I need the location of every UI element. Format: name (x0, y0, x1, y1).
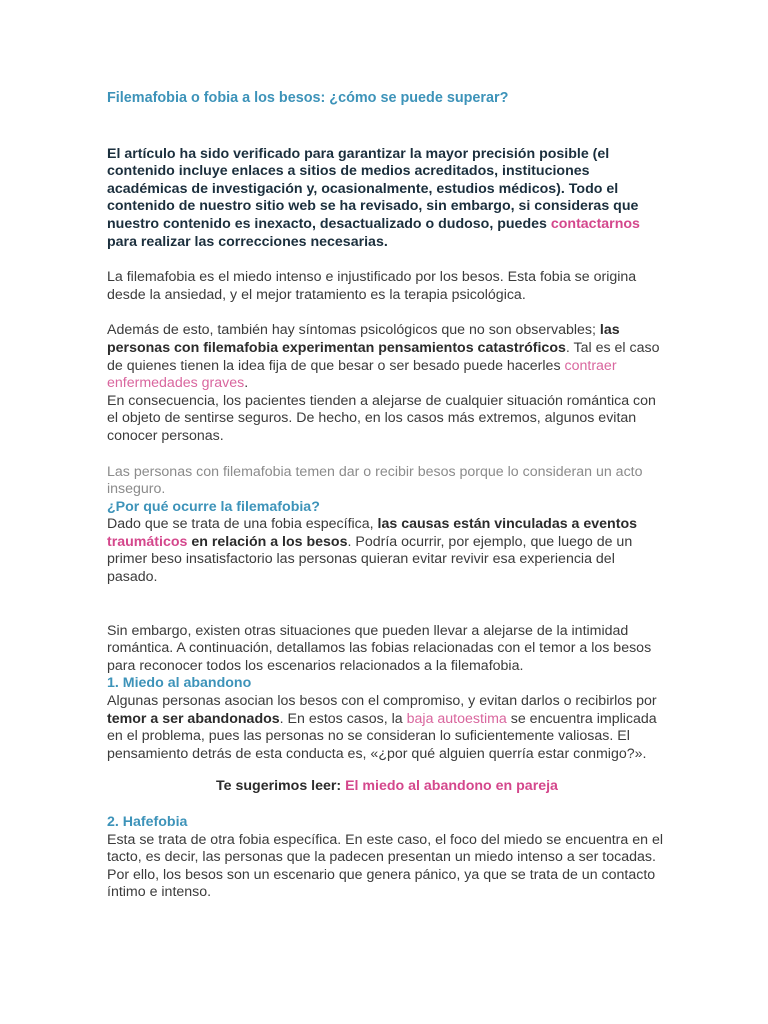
other-situations-paragraph: Sin embargo, existen otras situaciones que pueden llevar a alejarse de la intimidad romántica. A continuación, detallamos las fobias relacionadas con el temor a los besos para reconocer todos los escenarios relacionados a la filemafobia. (107, 622, 652, 674)
symptoms-paragraph (107, 322, 667, 392)
causes-paragraph (107, 516, 667, 586)
suggested-label: Te sugerimos leer: (216, 778, 346, 795)
section-heading-abandonment: 1. Miedo al abandono (107, 675, 252, 692)
abandonment-text-c: se encuentra implicada en el problema, pues las personas no se consideran lo suficientemente valiosas. El pensamiento detrás de esta conducta es, «¿por qué alguien querría estar conmigo?». (107, 710, 657, 762)
causes-text-a: Dado que se trata de una fobia específica, (107, 516, 378, 533)
self-esteem-link[interactable]: baja autoestima (406, 710, 507, 727)
consequence-paragraph: En consecuencia, los pacientes tienden a alejarse de cualquier situación romántica con el objeto de sentirse seguros. De hecho, en los casos más extremos, algunos evitan conocer personas. (107, 392, 656, 444)
symptoms-text-c: . (244, 375, 249, 392)
intro-paragraph: La filemafobia es el miedo intenso e injustificado por los besos. Esta fobia se origina desde la ansiedad, y el mejor tratamiento es la terapia psicológica. (107, 269, 637, 303)
symptoms-text-b: . Tal es el caso de quienes tienen la idea fija de que besar o ser besado puede hacerles (107, 339, 660, 374)
hafefobia-paragraph: Esta se trata de otra fobia específica. En este caso, el foco del miedo se encuentra en el tacto, es decir, las personas que la padecen presentan un miedo intenso a ser tocadas. Por ello, los besos son un escenario que genera pánico, ya que se trata de un contacto íntimo e intenso. (107, 831, 664, 901)
traumatic-link[interactable]: traumáticos (107, 533, 188, 550)
section-heading-hafefobia: 2. Hafefobia (107, 814, 188, 830)
abandonment-paragraph (107, 693, 667, 763)
contact-link[interactable]: contactarnos (550, 215, 640, 232)
suggested-link[interactable]: El miedo al abandono en pareja (345, 778, 558, 795)
section-heading-causes: ¿Por qué ocurre la filemafobia? (107, 498, 320, 515)
notice-text: El artículo ha sido verificado para garantizar la mayor precisión posible (el contenido incluye enlaces a sitios de medios acreditados, instituciones académicas de investigación y, ocasionalmente, estudios médicos). Todo el contenido de nuestro sitio web se ha revisado, sin embargo, si consideras que nuestro contenido es inexacto, desactualizado o dudoso, puedes (107, 145, 639, 232)
causes-text-b: . Podría ocurrir, por ejemplo, que luego de un primer beso insatisfactorio las personas quieran evitar revivir esa experiencia del pasado. (107, 533, 633, 586)
notice-tail: para realizar las correcciones necesarias. (107, 233, 388, 250)
causes-bold-2: en relación a los besos (187, 533, 348, 550)
abandonment-bold: temor a ser abandonados (107, 710, 280, 727)
pull-quote: Las personas con filemafobia temen dar o recibir besos porque lo consideran un acto inseguro. (107, 463, 643, 498)
symptoms-bold: las personas con filemafobia experimentan pensamientos catastróficos (107, 322, 620, 356)
abandonment-text-a: Algunas personas asocian los besos con el compromiso, y evitan darlos o recibirlos por (107, 693, 657, 710)
verification-notice (107, 146, 667, 252)
causes-bold-1: las causas están vinculadas a eventos (377, 516, 638, 533)
diseases-link[interactable]: contraer enfermedades graves (107, 357, 617, 392)
article-title: Filemafobia o fobia a los besos: ¿cómo se puede superar? (107, 90, 509, 106)
symptoms-text-a: Además de esto, también hay síntomas psicológicos que no son observables; (107, 322, 600, 339)
abandonment-text-b: . En estos casos, la (279, 710, 407, 727)
suggested-reading (107, 778, 667, 796)
article-body (107, 90, 667, 902)
